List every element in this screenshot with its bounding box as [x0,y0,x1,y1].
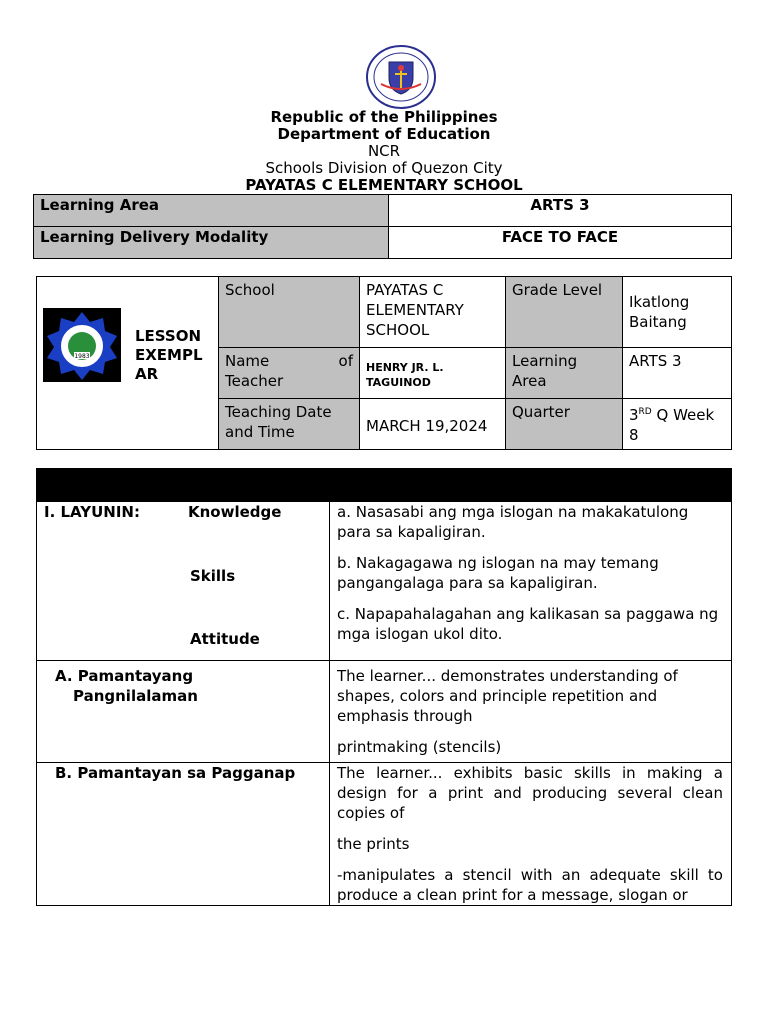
learning-info-table [33,194,732,259]
content-standard-label-cell [37,661,330,763]
modality-label: Learning Delivery Modality [34,227,389,259]
quarter-label: Quarter [506,399,623,450]
lesson-exemplar-table [36,276,732,450]
school-label: School [219,277,360,348]
content-standard-label-1: A. Pamantayang [55,667,194,685]
content-standard-text-cell [330,661,732,763]
skills-label: Skills [190,567,236,585]
grade-level-value: Ikatlong Baitang [623,277,732,348]
modality-value: FACE TO FACE [389,227,732,259]
learning-area-value-2: ARTS 3 [623,348,732,399]
deped-seal-logo [365,44,437,110]
header-republic: Republic of the Philippines [270,108,498,126]
objectives-text-cell [330,502,732,661]
objective-a: a. Nasasabi ang mga islogan na makakatulong para sa kapaligiran. [337,503,689,541]
content-standard-label-2: Pangnilalaman [73,687,198,705]
objective-b: b. Nakagagawa ng islogan na may temang pangangalaga para sa kapaligiran. [337,554,659,592]
teaching-date-value: MARCH 19,2024 [360,399,506,450]
performance-standard-label: B. Pamantayan sa Pagganap [37,763,330,906]
teaching-date-label: Teaching Date and Time [219,399,360,450]
school-value: PAYATAS C ELEMENTARY SCHOOL [360,277,506,348]
learning-area-label: Learning Area [34,195,389,227]
exemplar-title-cell [37,277,219,450]
content-standard-text-2: printmaking (stencils) [337,738,502,756]
content-standard-text-1: The learner... demonstrates understanding of shapes, colors and principle repetition and emphasis through [337,667,678,725]
header-division: Schools Division of Quezon City [265,159,503,177]
teacher-value: HENRY JR. L. TAGUINOD [360,348,506,399]
objective-c: c. Napapahalagahan ang kalikasan sa paggawa ng mga islogan ukol dito. [337,605,719,643]
performance-standard-text-cell [330,763,732,906]
layunin-heading: I. LAYUNIN: [44,503,140,521]
header-region: NCR [367,142,401,160]
header-band-left [37,469,330,502]
header-school: PAYATAS C ELEMENTARY SCHOOL [245,176,523,194]
objectives-table [36,468,732,906]
objectives-labels-cell [37,502,330,661]
header-band-right [330,469,732,502]
attitude-label: Attitude [190,630,260,648]
learning-area-label-2: Learning Area [506,348,623,399]
performance-standard-text-1: The learner... exhibits basic skills in making a design for a print and producing several clean copies of [337,764,723,822]
performance-standard-text-3: -manipulates a stencil with an adequate skill to produce a clean print for a message, slogan or [337,866,723,904]
performance-standard-text-2: the prints [337,835,410,853]
school-seal-logo [43,308,121,382]
teacher-label: Name of Teacher [219,348,360,399]
header-department: Department of Education [277,125,491,143]
seal-year: 1983 [74,353,90,360]
quarter-value: 3RD Q Week 8 [623,399,732,450]
knowledge-label: Knowledge [188,503,282,521]
lesson-exemplar-title: LESSON EXEMPL AR [135,327,203,383]
learning-area-value: ARTS 3 [389,195,732,227]
grade-level-label: Grade Level [506,277,623,348]
